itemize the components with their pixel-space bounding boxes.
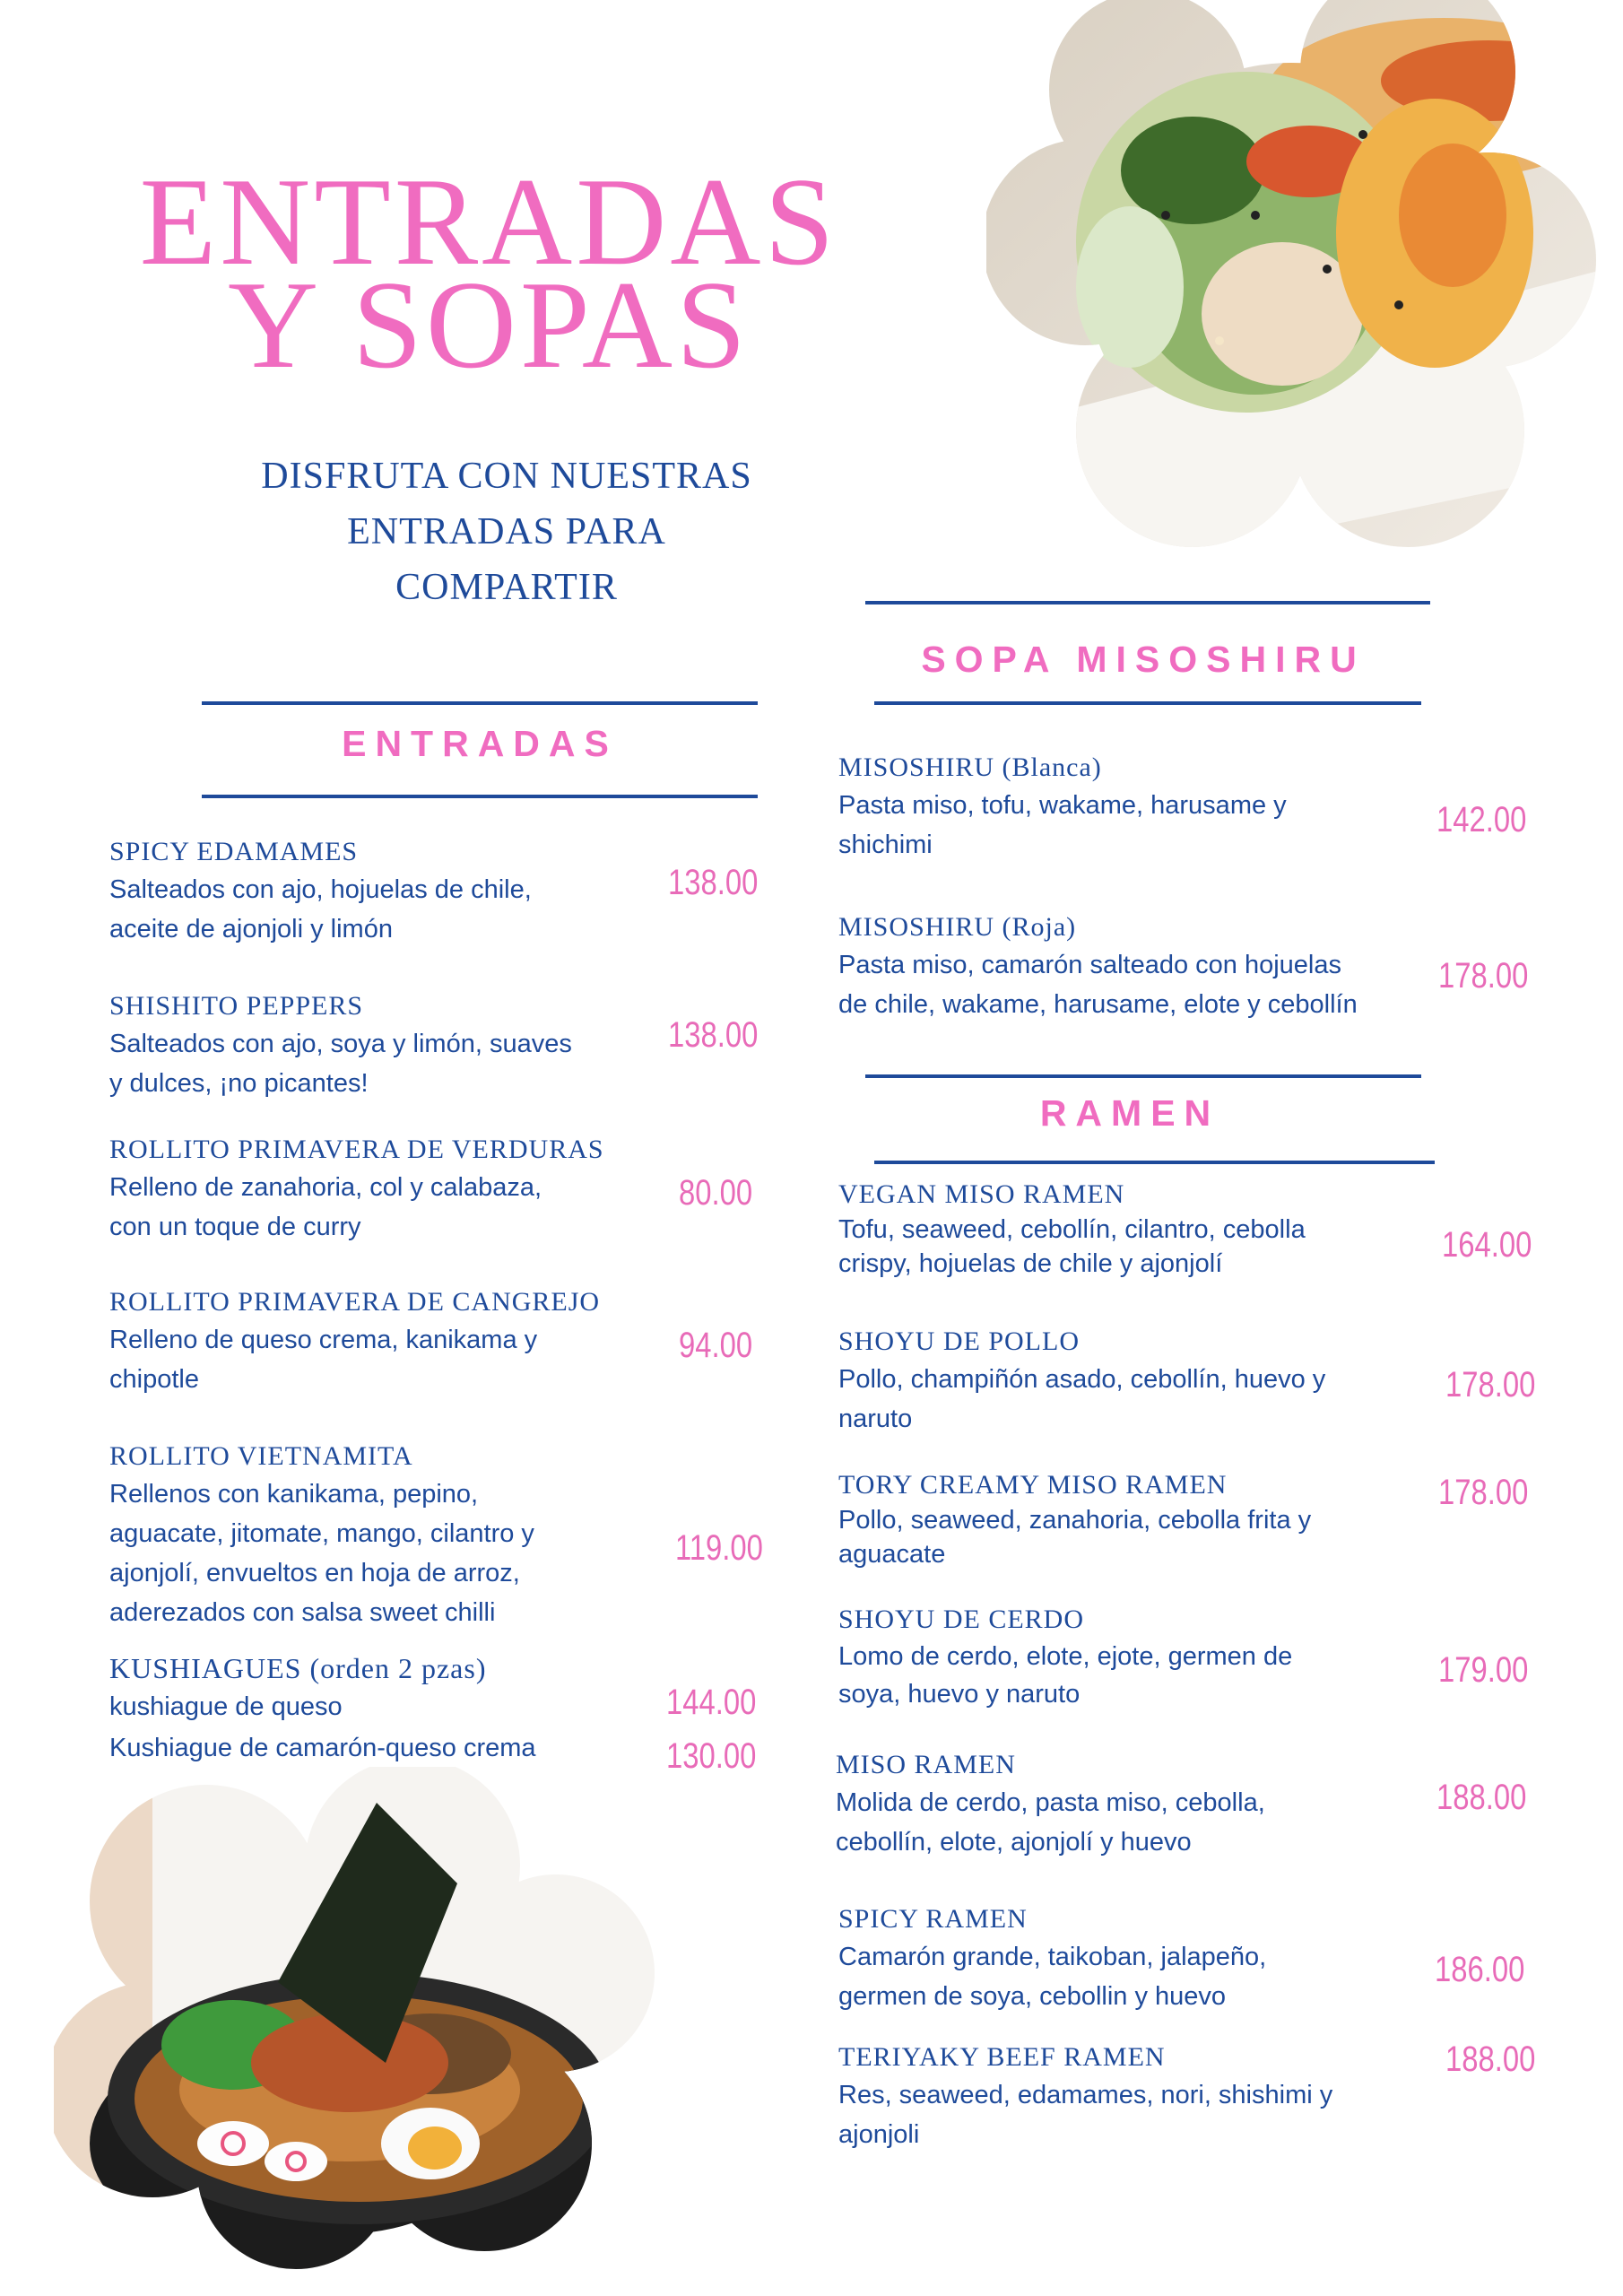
item-price: 178.00	[1438, 1473, 1529, 1512]
item-description: Pasta miso, camarón salteado con hojuelas de chile, wakame, harusame, elote y cebollín	[838, 951, 1358, 1019]
menu-item-misoshiru-blanca	[838, 750, 1287, 865]
item-price: 142.00	[1436, 800, 1527, 839]
item-name: SHOYU DE CERDO	[838, 1605, 1085, 1634]
menu-item-vegan-miso-ramen	[838, 1177, 1306, 1281]
item-option: Kushiague de camarón-queso crema	[109, 1734, 536, 1762]
item-description: Pasta miso, tofu, wakame, harusame y shichimi	[838, 791, 1287, 859]
item-name: ROLLITO PRIMAVERA DE VERDURAS	[109, 1135, 604, 1164]
sopa-bottom-rule	[874, 701, 1421, 705]
item-price: 178.00	[1445, 1365, 1536, 1405]
spring-rolls-photo	[986, 0, 1614, 583]
item-name: MISOSHIRU (Blanca)	[838, 752, 1102, 782]
item-description: Molida de cerdo, pasta miso, cebolla, cebollín, elote, ajonjolí y huevo	[836, 1788, 1265, 1857]
menu-item-spicy-edamames	[109, 834, 532, 949]
sopa-top-rule	[865, 601, 1430, 604]
subtitle-line: ENTRADAS PARA	[347, 511, 666, 552]
menu-item-rollito-cangrejo	[109, 1284, 600, 1399]
item-name: KUSHIAGUES (orden 2 pzas)	[109, 1652, 487, 1684]
item-price: 138.00	[668, 863, 759, 902]
item-price: 179.00	[1438, 1650, 1529, 1690]
item-name: TORY CREAMY MISO RAMEN	[838, 1470, 1228, 1500]
item-description: Salteados con ajo, hojuelas de chile, aceite de ajonjoli y limón	[109, 875, 532, 944]
item-price: 188.00	[1436, 1778, 1527, 1817]
item-price: 144.00	[666, 1683, 757, 1722]
item-price: 164.00	[1442, 1225, 1532, 1265]
item-description: Relleno de zanahoria, col y calabaza, con un toque de curry	[109, 1173, 542, 1241]
entradas-heading: ENTRADAS	[342, 723, 618, 764]
menu-item-spicy-ramen	[838, 1901, 1266, 2016]
item-price: 119.00	[675, 1528, 763, 1568]
menu-item-shishito-peppers	[109, 988, 572, 1103]
item-description: Res, seaweed, edamames, nori, shishimi y ajonjoli	[838, 2081, 1333, 2149]
menu-item-misoshiru-roja	[838, 909, 1358, 1024]
item-description: Lomo de cerdo, elote, ejote, germen de soya, huevo y naruto	[838, 1642, 1293, 1709]
menu-item-miso-ramen	[836, 1747, 1265, 1862]
item-price: 138.00	[668, 1015, 759, 1055]
ramen-bottom-rule	[874, 1161, 1435, 1164]
item-name: ROLLITO VIETNAMITA	[109, 1441, 413, 1471]
item-price: 80.00	[679, 1173, 753, 1213]
subtitle-line: COMPARTIR	[395, 567, 618, 608]
item-name: TERIYAKY BEEF RAMEN	[838, 2042, 1166, 2072]
title-line-1: ENTRADAS	[139, 152, 838, 291]
ramen-top-rule	[865, 1074, 1421, 1078]
subtitle	[193, 448, 820, 615]
item-option: kushiague de queso	[109, 1692, 343, 1721]
sopa-heading: SOPA MISOSHIRU	[921, 639, 1366, 680]
item-description: Tofu, seaweed, cebollín, cilantro, cebolla crispy, hojuelas de chile y ajonjolí	[838, 1215, 1306, 1278]
item-name: SPICY EDAMAMES	[109, 837, 359, 866]
page-title	[103, 152, 874, 395]
item-name: MISO RAMEN	[836, 1750, 1016, 1779]
entradas-top-rule	[202, 701, 758, 705]
item-name: VEGAN MISO RAMEN	[838, 1179, 1125, 1209]
item-description: Rellenos con kanikama, pepino, aguacate, jitomate, mango, cilantro y ajonjolí, envueltos en hoja de arroz, aderezados con salsa sweet chilli	[109, 1480, 534, 1627]
menu-item-tory-creamy-miso-ramen	[838, 1467, 1311, 1571]
item-description: Salteados con ajo, soya y limón, suaves y dulces, ¡no picantes!	[109, 1030, 572, 1098]
item-description: Pollo, champiñón asado, cebollín, huevo y naruto	[838, 1365, 1326, 1433]
ramen-heading: RAMEN	[1039, 1092, 1220, 1134]
menu-item-teriyaky-beef-ramen	[838, 2039, 1332, 2154]
menu-item-shoyu-de-cerdo	[838, 1602, 1292, 1713]
menu-item-rollito-vietnamita	[109, 1439, 534, 1632]
menu-item-rollito-verduras	[109, 1132, 604, 1247]
item-description: Relleno de queso crema, kanikama y chipotle	[109, 1326, 538, 1394]
item-name: ROLLITO PRIMAVERA DE CANGREJO	[109, 1287, 601, 1317]
item-description: Pollo, seaweed, zanahoria, cebolla frita y aguacate	[838, 1506, 1312, 1569]
menu-item-kushiagues	[109, 1650, 536, 1769]
entradas-bottom-rule	[202, 795, 758, 798]
item-price: 94.00	[679, 1326, 753, 1365]
item-price: 186.00	[1435, 1950, 1525, 1989]
item-price: 178.00	[1438, 956, 1529, 996]
ramen-bowl-photo	[54, 1767, 664, 2269]
menu-item-shoyu-de-pollo	[838, 1324, 1325, 1439]
item-price: 130.00	[666, 1736, 757, 1776]
item-price: 188.00	[1445, 2039, 1536, 2079]
item-name: SHOYU DE POLLO	[838, 1326, 1080, 1356]
title-line-2: Y SOPAS	[228, 256, 750, 395]
item-name: SHISHITO PEPPERS	[109, 991, 364, 1021]
subtitle-line: DISFRUTA CON NUESTRAS	[261, 456, 752, 497]
item-name: SPICY RAMEN	[838, 1904, 1028, 1934]
item-name: MISOSHIRU (Roja)	[838, 912, 1077, 942]
item-description: Camarón grande, taikoban, jalapeño, germen de soya, cebollin y huevo	[838, 1943, 1267, 2011]
